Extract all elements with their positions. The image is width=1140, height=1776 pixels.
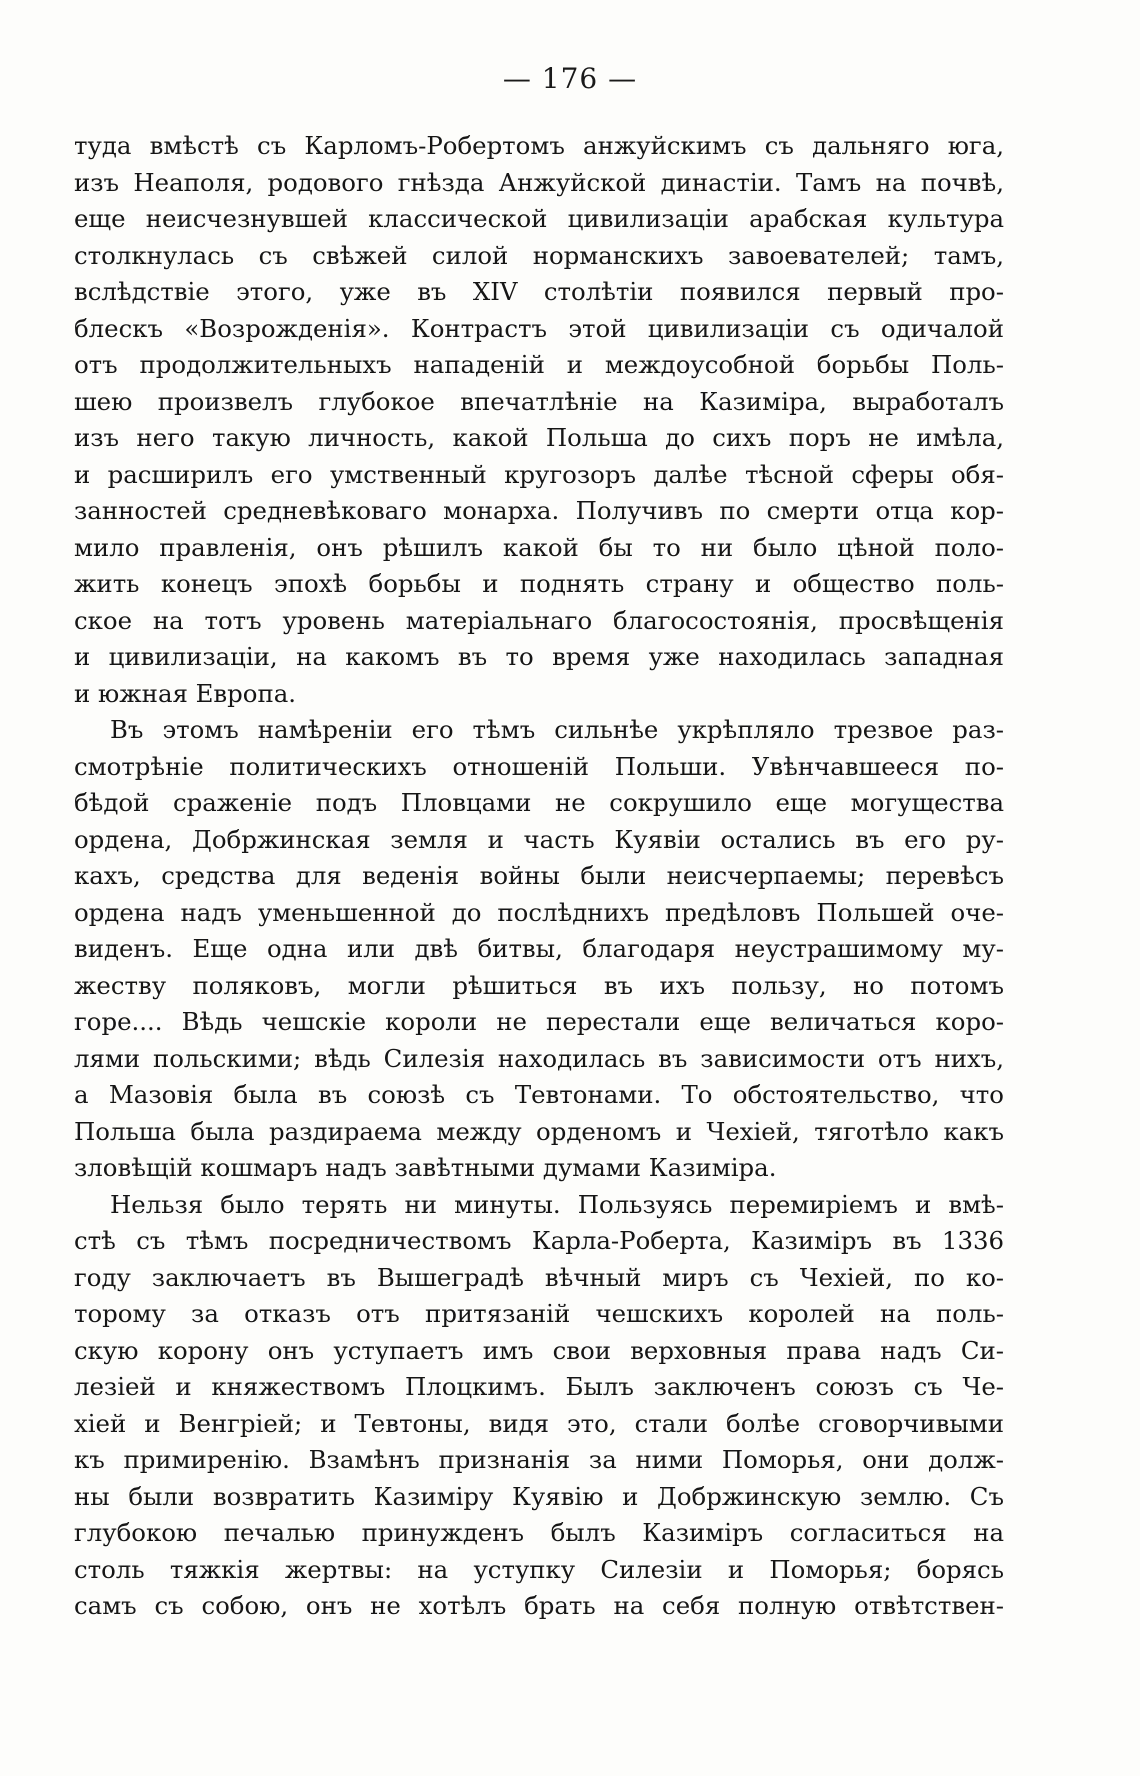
text-line: столкнулась съ свѣжей силой норманскихъ завоевателей; тамъ, <box>74 240 1004 270</box>
text-line: ны были возвратить Казиміру Куявію и Добржинскую землю. Съ <box>74 1481 1004 1511</box>
body-text <box>74 128 1004 1625</box>
text-line: скую корону онъ уступаетъ имъ свои верховныя права надъ Си- <box>74 1335 1004 1365</box>
text-line: бѣдой сраженіе подъ Пловцами не сокрушило еще могущества <box>74 788 1004 817</box>
text-line: отъ продолжительныхъ нападеній и междоусобной борьбы Поль- <box>74 350 1004 379</box>
text-line: ордена надъ уменьшенной до послѣднихъ предѣловъ Польшей оче- <box>74 897 1004 927</box>
text-line: смотрѣніе политическихъ отношеній Польши. Увѣнчавшееся по- <box>74 751 1004 781</box>
text-line: самъ съ собою, онъ не хотѣлъ брать на себя полную отвѣтствен- <box>74 1591 1004 1620</box>
text-line: мило правленія, онъ рѣшилъ какой бы то ни было цѣной поло- <box>74 532 1004 562</box>
text-line: и расширилъ его умственный кругозоръ далѣе тѣсной сферы обя- <box>74 459 1004 489</box>
text-line: ордена, Добржинская земля и часть Куявіи остались въ его ру- <box>74 824 1004 854</box>
paragraph <box>74 128 1004 712</box>
text-line: вслѣдствіе этого, уже въ XIV столѣтіи появился первый про- <box>74 277 1004 306</box>
text-line: и цивилизаціи, на какомъ въ то время уже находилась западная <box>74 642 1004 671</box>
text-line: торому за отказъ отъ притязаній чешскихъ королей на поль- <box>74 1299 1004 1328</box>
text-line: блескъ «Возрожденія». Контрастъ этой цивилизаціи съ одичалой <box>74 313 1004 343</box>
text-line: горе.... Вѣдь чешскіе короли не перестали еще величаться коро- <box>74 1007 1004 1036</box>
text-line: шею произвелъ глубокое впечатлѣніе на Казиміра, выработалъ <box>74 386 1004 416</box>
text-line: еще неисчезнувшей классической цивилизаціи арабская культура <box>74 204 1004 233</box>
paragraph <box>74 1187 1004 1625</box>
paragraph <box>74 712 1004 1187</box>
text-line: столь тяжкія жертвы: на уступку Силезіи и Поморья; борясь <box>74 1554 1004 1584</box>
text-line: виденъ. Еще одна или двѣ битвы, благодаря неустрашимому му- <box>74 934 1004 963</box>
text-line: ское на тотъ уровень матеріальнаго благосостоянія, просвѣщенія <box>74 605 1004 635</box>
text-line: изъ Неаполя, родового гнѣзда Анжуйской династіи. Тамъ на почвѣ, <box>74 167 1004 197</box>
text-line: Польша была раздираема между орденомъ и Чехіей, тяготѣло какъ <box>74 1116 1004 1146</box>
text-line: лезіей и княжествомъ Плоцкимъ. Былъ заключенъ союзъ съ Че- <box>74 1372 1004 1401</box>
text-line: занностей средневѣковаго монарха. Получивъ по смерти отца кор- <box>74 496 1004 525</box>
text-line: и южная Европа. <box>74 678 297 708</box>
text-line: стѣ съ тѣмъ посредничествомъ Карла-Роберта, Казиміръ въ 1336 <box>74 1226 1004 1255</box>
text-line: Нельзя было терять ни минуты. Пользуясь перемиріемъ и вмѣ- <box>110 1189 1004 1219</box>
text-line: году заключаетъ въ Вышеградѣ вѣчный миръ съ Чехіей, по ко- <box>74 1262 1004 1292</box>
text-line: къ примиренію. Взамѣнъ признанія за ними Поморья, они долж- <box>74 1445 1004 1474</box>
text-line: а Мазовія была въ союзѣ съ Тевтонами. То обстоятельство, что <box>74 1080 1004 1109</box>
text-line: хіей и Венгріей; и Тевтоны, видя это, стали болѣе сговорчивыми <box>74 1408 1004 1438</box>
page-number: — 176 — <box>502 62 638 95</box>
text-line: изъ него такую личность, какой Польша до сихъ поръ не имѣла, <box>74 423 1004 452</box>
text-line: туда вмѣстѣ съ Карломъ-Робертомъ анжуйскимъ съ дальняго юга, <box>74 131 1004 160</box>
text-line: лями польскими; вѣдь Силезія находилась въ зависимости отъ нихъ, <box>74 1043 1004 1073</box>
text-line: глубокою печалью принужденъ былъ Казиміръ согласиться на <box>74 1518 1004 1547</box>
text-line: Въ этомъ намѣреніи его тѣмъ сильнѣе укрѣпляло трезвое раз- <box>110 715 1004 744</box>
text-line: жить конецъ эпохѣ борьбы и поднять страну и общество поль- <box>74 569 1004 598</box>
text-line: зловѣщій кошмаръ надъ завѣтными думами Казиміра. <box>74 1153 777 1182</box>
text-line: кахъ, средства для веденія войны были неисчерпаемы; перевѣсъ <box>74 861 1004 890</box>
text-line: жеству поляковъ, могли рѣшиться въ ихъ пользу, но потомъ <box>74 970 1004 1000</box>
